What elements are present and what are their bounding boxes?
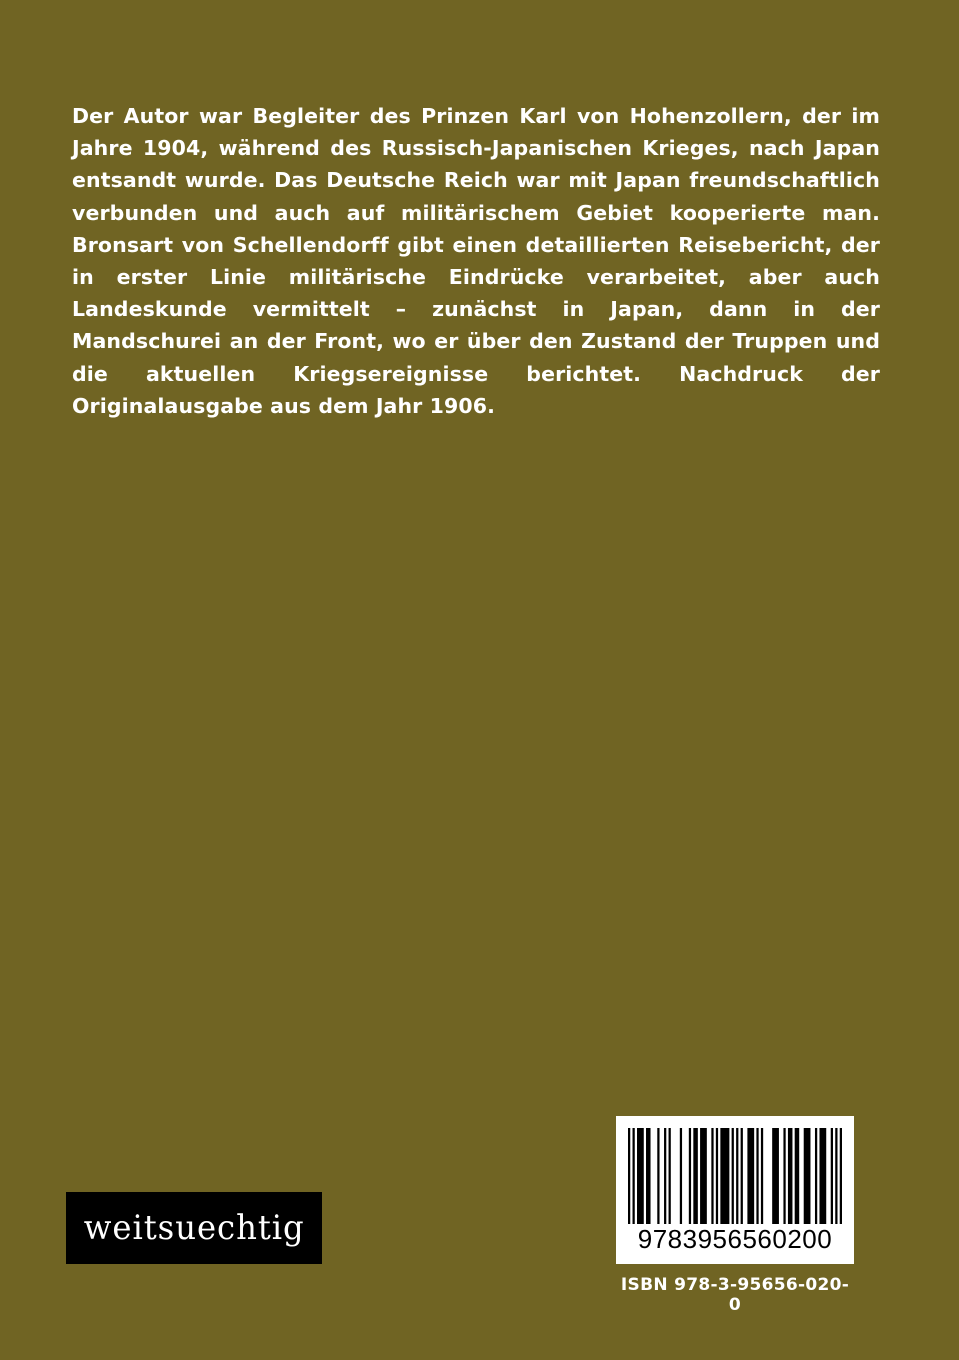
barcode-bar — [772, 1128, 779, 1224]
barcode-bar — [804, 1128, 811, 1224]
barcode-bar — [637, 1128, 644, 1224]
barcode-bar — [669, 1128, 671, 1224]
barcode-bar — [700, 1128, 707, 1224]
barcode-bar — [795, 1128, 800, 1224]
barcode — [616, 1116, 854, 1264]
barcode-bar — [747, 1128, 754, 1224]
publisher-logo — [66, 1192, 322, 1264]
barcode-bar — [741, 1128, 743, 1224]
barcode-bar — [815, 1128, 817, 1224]
barcode-bar — [732, 1128, 734, 1224]
barcode-bar — [831, 1128, 833, 1224]
barcode-bar — [657, 1128, 659, 1224]
barcode-digits: 9783956560200 — [637, 1224, 833, 1254]
barcode-bar — [646, 1128, 651, 1224]
barcode-bar — [819, 1128, 826, 1224]
barcode-bar — [633, 1128, 635, 1224]
barcode-bar — [720, 1128, 729, 1224]
barcode-bar — [783, 1128, 785, 1224]
barcode-bar — [716, 1128, 718, 1224]
barcode-bar — [693, 1128, 698, 1224]
barcode-bar — [680, 1128, 682, 1224]
barcode-bar — [835, 1128, 837, 1224]
barcode-bar — [628, 1128, 630, 1224]
blurb-text: Der Autor war Begleiter des Prinzen Karl von Hohenzollern, der im Jahre 1904, während des Russisch-Japanischen Krieges, nach Japan entsandt wurde. Das Deutsche Reich war mit Japan freundschaftlich verbunden und auch auf militärischem Gebiet kooperierte man. Bronsart von Schellendorff gibt einen detaillierten Reisebericht, der in erster Linie militärische Eindrücke verarbeitet, aber auch Landeskunde vermittelt – zunächst in Japan, dann in der Mandschurei an der Front, wo er über den Zustand der Truppen und die aktuellen Kriegsereignisse berichtet. Nachdruck der Originalausgabe aus dem Jahr 1906. — [72, 104, 880, 418]
publisher-logo-text: weitsuechtig — [83, 1208, 305, 1248]
barcode-bar — [711, 1128, 713, 1224]
barcode-bar — [756, 1128, 758, 1224]
barcode-bar — [736, 1128, 738, 1224]
barcode-bar — [840, 1128, 842, 1224]
barcode-bars — [628, 1128, 842, 1224]
barcode-bar — [664, 1128, 666, 1224]
barcode-bar — [788, 1128, 793, 1224]
barcode-bar — [689, 1128, 691, 1224]
isbn-label: ISBN 978-3-95656-020-0 — [620, 1275, 850, 1315]
barcode-bar — [761, 1128, 763, 1224]
